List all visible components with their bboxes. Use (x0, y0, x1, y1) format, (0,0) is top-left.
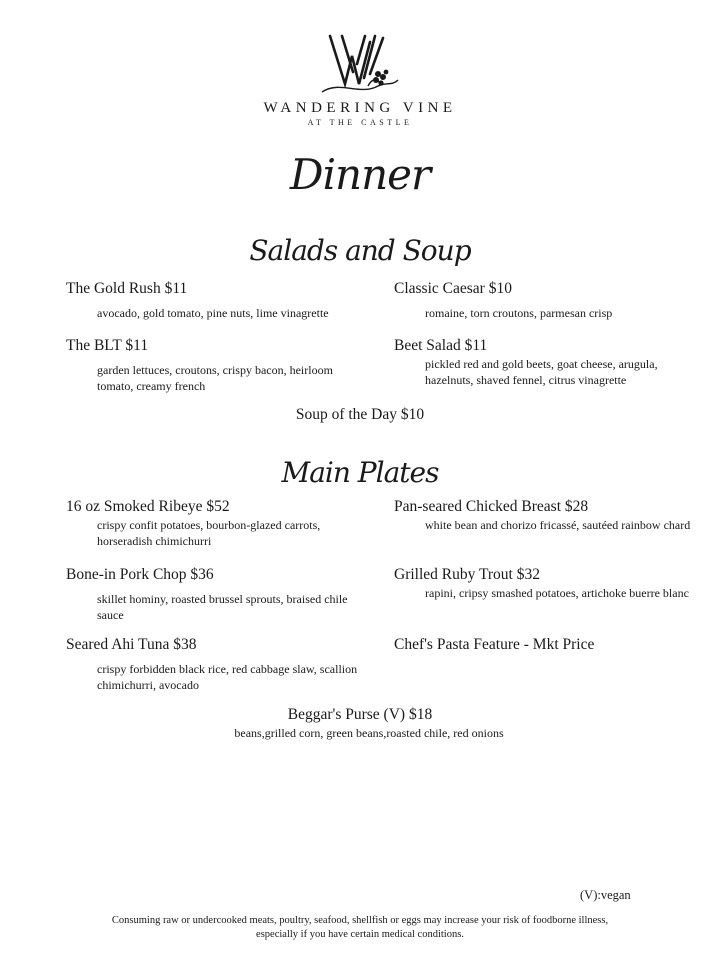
food-safety-disclaimer (0, 914, 720, 942)
item-name: Bone-in Pork Chop $36 (66, 566, 214, 583)
brand-name: WANDERING VINE (263, 100, 457, 116)
item-name: Beggar's Purse (V) $18 (287, 706, 433, 723)
item-description: romaine, torn croutons, parmesan crisp (425, 306, 613, 320)
section-heading-mains: Main Plates (281, 456, 439, 489)
menu-item (394, 636, 694, 654)
menu-item (66, 337, 366, 394)
menu-item (66, 498, 366, 549)
disclaimer-line: Consuming raw or undercooked meats, poultry, seafood, shellfish or eggs may increase your risk of foodborne illness, (111, 915, 609, 926)
menu-item (394, 280, 694, 321)
item-name: Beet Salad $11 (394, 337, 488, 354)
item-description: beans,grilled corn, green beans,roasted chile, red onions (234, 726, 504, 740)
item-name: The Gold Rush $11 (66, 280, 188, 297)
item-description: crispy confit potatoes, bourbon-glazed carrots, horseradish chimichurri (97, 518, 321, 548)
item-name: Grilled Ruby Trout $32 (394, 566, 540, 583)
menu-item (394, 498, 694, 533)
item-description: white bean and chorizo fricassé, sautéed rainbow chard (425, 518, 691, 532)
item-description: skillet hominy, roasted brussel sprouts, braised chile sauce (97, 592, 348, 622)
menu-title: Dinner (289, 150, 431, 199)
item-name: Soup of the Day $10 (295, 406, 425, 423)
menu-item (66, 566, 366, 623)
item-description: garden lettuces, croutons, crispy bacon, heirloom tomato, creamy french (97, 363, 333, 393)
item-name: Pan-seared Chicked Breast $28 (394, 498, 589, 515)
item-name: The BLT $11 (66, 337, 149, 354)
menu-item (66, 280, 366, 321)
item-description: crispy forbidden black rice, red cabbage slaw, scallion chimichurri, avocado (97, 662, 358, 692)
menu-item (0, 706, 720, 741)
menu-item (66, 636, 366, 693)
item-name: Chef's Pasta Feature - Mkt Price (394, 636, 595, 653)
menu-item (0, 406, 720, 424)
vine-logo-icon (320, 34, 400, 98)
item-description: rapini, cripsy smashed potatoes, artichoke buerre blanc (425, 586, 689, 600)
item-name: Seared Ahi Tuna $38 (66, 636, 197, 653)
menu-item (394, 566, 694, 601)
item-name: 16 oz Smoked Ribeye $52 (66, 498, 230, 515)
logo (0, 34, 720, 127)
item-description: avocado, gold tomato, pine nuts, lime vinagrette (97, 306, 329, 320)
brand-subtitle: AT THE CASTLE (307, 118, 413, 127)
item-name: Classic Caesar $10 (394, 280, 512, 297)
menu-item (394, 337, 694, 388)
vegan-legend: (V):vegan (580, 888, 631, 902)
disclaimer-line: especially if you have certain medical conditions. (256, 929, 464, 940)
item-description: pickled red and gold beets, goat cheese, arugula, hazelnuts, shaved fennel, citrus vinagrette (425, 357, 658, 387)
section-heading-salads: Salads and Soup (249, 234, 471, 267)
